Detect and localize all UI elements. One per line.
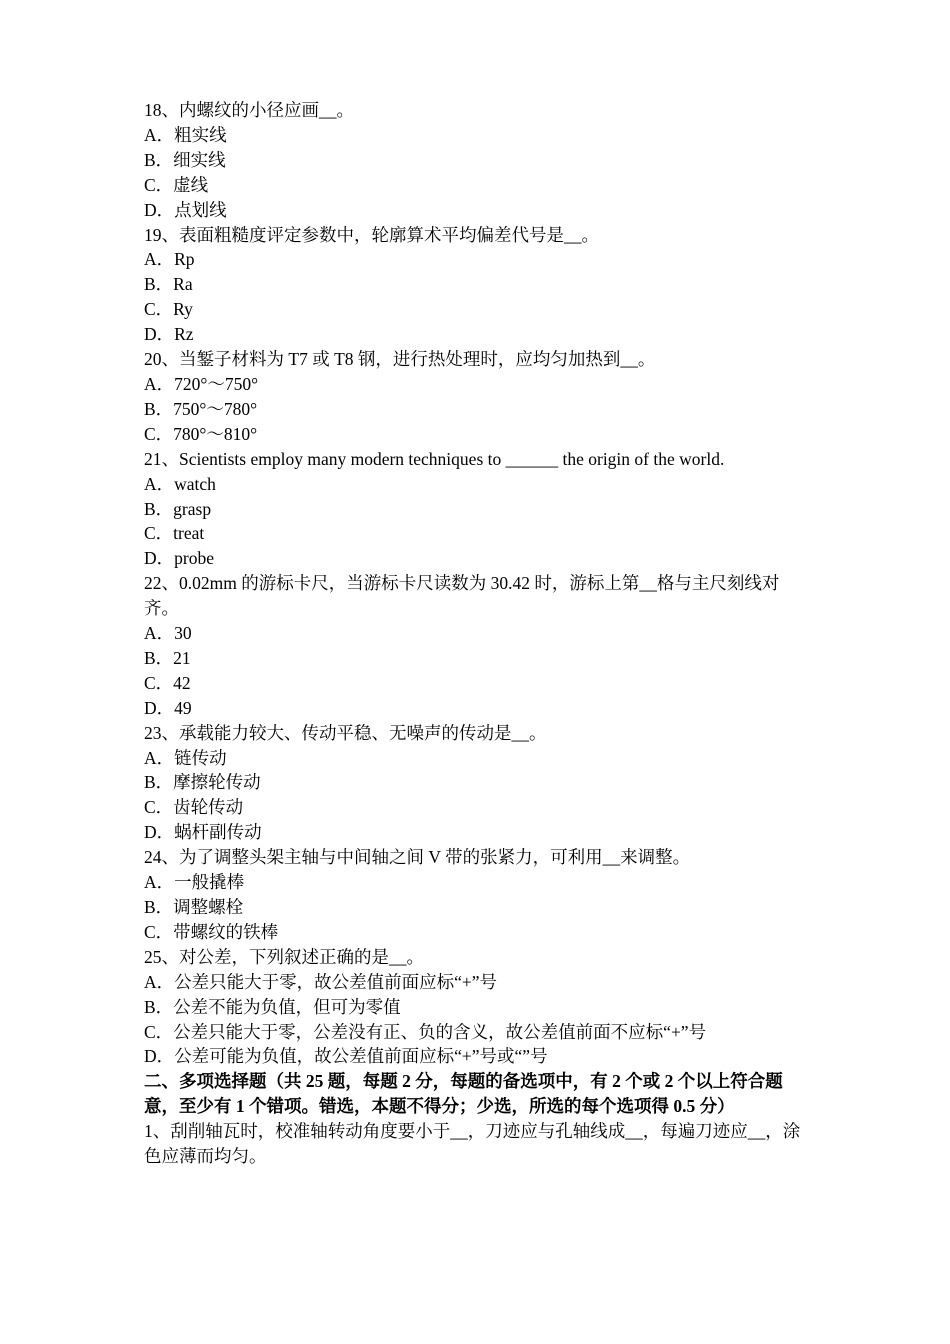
multi-question-1 [144, 1119, 812, 1169]
option: C．虚线 [144, 174, 209, 195]
option: C．公差只能大于零，公差没有正、负的含义，故公差值前面不应标“+”号 [144, 1021, 707, 1042]
question-19 [144, 223, 812, 348]
question-20 [144, 347, 812, 447]
section-heading: 二、多项选择题（共 25 题，每题 2 分，每题的备选项中，有 2 个或 2 个以上符合题意，至少有 1 个错项。错选，本题不得分；少选，所选的每个选项得 0.5 分） [144, 1071, 783, 1117]
question-stem: 24、为了调整头架主轴与中间轴之间 V 带的张紧力，可利用__来调整。 [144, 847, 691, 868]
question-stem: 22、0.02mm 的游标卡尺，当游标卡尺读数为 30.42 时，游标上第__格与主尺刻线对齐。 [144, 573, 780, 619]
option: B．750°～780° [144, 398, 258, 419]
option: D．49 [144, 697, 192, 718]
option: D．点划线 [144, 199, 227, 220]
question-25 [144, 945, 812, 1070]
option: C．treat [144, 523, 205, 544]
question-stem: 1、刮削轴瓦时，校准轴转动角度要小于__，刀迹应与孔轴线成__，每遍刀迹应__，涂色应薄而均匀。 [144, 1121, 801, 1167]
option: A．Rp [144, 249, 195, 270]
option: C．带螺纹的铁棒 [144, 921, 279, 942]
question-stem: 20、当錾子材料为 T7 或 T8 钢，进行热处理时，应均匀加热到__。 [144, 349, 656, 370]
question-stem: 25、对公差，下列叙述正确的是__。 [144, 946, 424, 967]
question-21 [144, 447, 812, 572]
option: A．一般撬棒 [144, 872, 245, 893]
option: A．链传动 [144, 747, 227, 768]
option: B．细实线 [144, 149, 226, 170]
option: A．30 [144, 623, 192, 644]
question-stem: 19、表面粗糙度评定参数中，轮廓算术平均偏差代号是__。 [144, 224, 599, 245]
option: D．Rz [144, 324, 194, 345]
question-24 [144, 845, 812, 945]
question-22 [144, 571, 812, 720]
question-stem: 18、内螺纹的小径应画__。 [144, 100, 354, 120]
option: A．720°～750° [144, 373, 259, 394]
question-18 [144, 98, 812, 223]
option: D．蜗杆副传动 [144, 822, 262, 843]
question-stem: 23、承载能力较大、传动平稳、无噪声的传动是__。 [144, 722, 547, 743]
question-23 [144, 721, 812, 846]
option: D．公差可能为负值，故公差值前面应标“+”号或“”号 [144, 1046, 548, 1067]
option: B．摩擦轮传动 [144, 772, 261, 793]
option: C．齿轮传动 [144, 797, 244, 818]
option: C．42 [144, 672, 191, 693]
option: B．公差不能为负值，但可为零值 [144, 996, 401, 1017]
option: C．780°～810° [144, 423, 258, 444]
question-stem: 21、Scientists employ many modern techniques to ______ the origin of the world. [144, 448, 725, 469]
option: A．粗实线 [144, 124, 227, 145]
option: B．grasp [144, 498, 212, 519]
option: B．调整螺栓 [144, 897, 244, 917]
option: B．21 [144, 647, 191, 668]
document-page [144, 98, 812, 1169]
option: A．公差只能大于零，故公差值前面应标“+”号 [144, 971, 498, 992]
option: B．Ra [144, 274, 193, 295]
option: C．Ry [144, 299, 193, 320]
option: A．watch [144, 473, 216, 494]
option: D．probe [144, 548, 214, 569]
